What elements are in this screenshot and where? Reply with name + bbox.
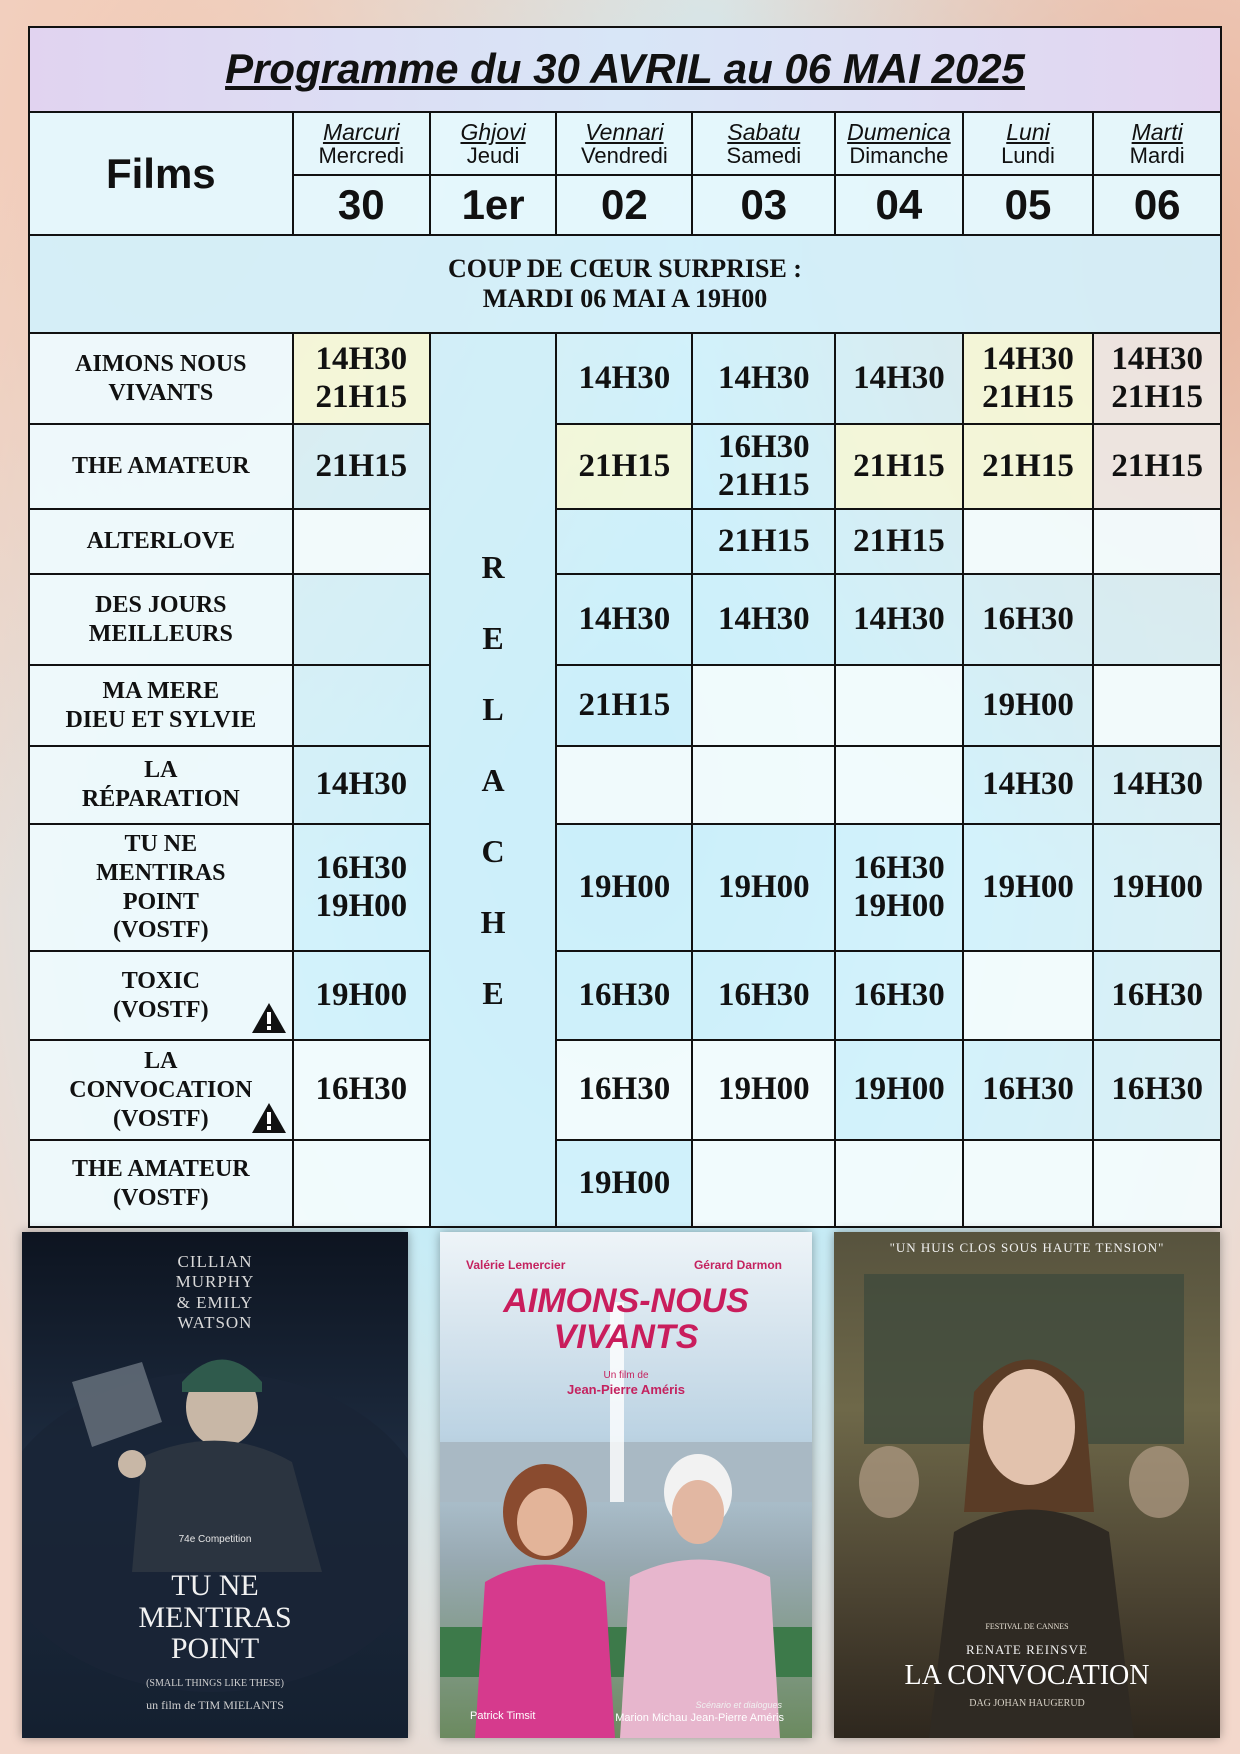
showtime-cell [556, 509, 692, 574]
poster-2-byline: Un film de [603, 1370, 649, 1381]
showtime: 19H00 [1111, 868, 1204, 905]
day-date-1: 1er [430, 175, 556, 236]
poster-2-director: Jean-Pierre Améris [566, 1382, 686, 1397]
showtime-cell [293, 951, 430, 1040]
film-title-cell [29, 746, 293, 824]
film-title-cell [29, 333, 293, 424]
day-header-0 [293, 112, 430, 175]
showtime-cell [963, 1140, 1094, 1227]
banner-line-2: MARDI 06 MAI A 19H00 [482, 284, 768, 314]
showtime: 21H15 [578, 447, 671, 484]
showtime: 21H15 [1111, 378, 1204, 415]
day-french-name: Mardi [1129, 142, 1185, 168]
showtime: 19H00 [315, 887, 408, 924]
showtime: 19H00 [717, 1071, 810, 1108]
day-header-2 [556, 112, 692, 175]
day-french-name: Dimanche [849, 142, 949, 168]
film-title-cell [29, 824, 293, 951]
showtime-cell [293, 1140, 430, 1227]
film-row [29, 509, 1221, 574]
day-date-0: 30 [293, 175, 430, 236]
day-french-name: Vendredi [580, 142, 668, 168]
film-title-line: TU NE [124, 830, 198, 857]
showtime-cell [293, 665, 430, 745]
film-row [29, 1040, 1221, 1140]
poster-2-writers: Marion Michau Jean-Pierre Améris [615, 1712, 784, 1724]
day-date-6: 06 [1093, 175, 1221, 236]
relache-column [430, 333, 556, 1227]
showtime: 16H30 [315, 849, 408, 886]
poster-2-actor-bottom: Patrick Timsit [470, 1710, 536, 1722]
film-title-line: LA [144, 757, 178, 784]
showtime-cell [556, 574, 692, 665]
day-corsican-name: Marcuri [322, 118, 400, 145]
day-header-3 [692, 112, 835, 175]
film-row [29, 951, 1221, 1040]
showtime: 19H00 [853, 887, 945, 924]
showtime-cell [1093, 424, 1221, 509]
day-french-name: Samedi [726, 142, 802, 168]
day-date-2: 02 [556, 175, 692, 236]
showtime-cell [293, 574, 430, 665]
relache-letter: C [481, 832, 505, 869]
showtime: 19H00 [982, 868, 1074, 905]
showtime-cell [1093, 1140, 1221, 1227]
poster-2-title-1: AIMONS-NOUS [503, 1282, 749, 1320]
showtime-cell [692, 1040, 835, 1140]
film-title-cell [29, 951, 293, 1040]
day-date-3: 03 [692, 175, 835, 236]
showtime-cell [963, 333, 1094, 424]
showtime-cell [963, 665, 1094, 745]
day-corsican-name: Vennari [585, 118, 664, 145]
film-row [29, 574, 1221, 665]
showtime: 16H30 [578, 1071, 671, 1108]
poster-1-title-3: POINT [170, 1632, 260, 1665]
showtime: 21H15 [717, 466, 810, 503]
film-row [29, 1140, 1221, 1227]
poster-1-credit-4: WATSON [177, 1313, 253, 1333]
day-header-1 [430, 112, 556, 175]
showtime-cell [556, 333, 692, 424]
showtime-cell [692, 509, 835, 574]
showtime-cell [692, 574, 835, 665]
day-header-4 [835, 112, 962, 175]
showtime-cell [293, 746, 430, 824]
showtime-cell [1093, 951, 1221, 1040]
showtime-cell [963, 424, 1094, 509]
poster-tu-ne-mentiras-point [22, 1232, 408, 1738]
film-title-line: AIMONS NOUS [75, 350, 247, 377]
showtime: 19H00 [853, 1071, 945, 1108]
poster-2-actor-right: Gérard Darmon [693, 1258, 782, 1272]
showtime-cell [692, 824, 835, 951]
showtime: 14H30 [982, 340, 1074, 377]
showtime: 21H15 [578, 686, 671, 723]
showtime-cell [692, 333, 835, 424]
films-header: Films [29, 112, 293, 236]
film-row [29, 665, 1221, 745]
film-title-cell [29, 665, 293, 745]
showtime-cell [963, 951, 1094, 1040]
day-date-5: 05 [963, 175, 1094, 236]
poster-3-festival: FESTIVAL DE CANNES [985, 1622, 1069, 1631]
showtime: 16H30 [982, 1071, 1074, 1108]
day-corsican-name: Luni [1006, 118, 1050, 145]
showtime: 14H30 [578, 359, 671, 396]
showtime-cell [556, 1140, 692, 1227]
showtime-cell [692, 951, 835, 1040]
showtime-cell [963, 746, 1094, 824]
poster-3-title: LA CONVOCATION [904, 1660, 1150, 1691]
film-title-line: MEILLEURS [88, 620, 233, 647]
showtime: 19H00 [578, 1164, 671, 1201]
showtime-cell [692, 665, 835, 745]
poster-1-credit-1: CILLIAN [177, 1252, 253, 1271]
showtime: 19H00 [315, 976, 408, 1013]
showtime: 16H30 [315, 1071, 408, 1108]
film-row [29, 424, 1221, 509]
showtime-cell [835, 746, 962, 824]
film-row [29, 746, 1221, 824]
showtime: 16H30 [1111, 1071, 1204, 1108]
warning-icon [250, 1101, 288, 1135]
showtime: 16H30 [578, 976, 671, 1013]
showtime: 21H15 [982, 378, 1074, 415]
showtime-cell [835, 424, 962, 509]
showtime-cell [556, 424, 692, 509]
poster-1-festival: 74e Competition [178, 1534, 252, 1545]
day-french-name: Jeudi [466, 142, 520, 168]
programme-title: Programme du 30 AVRIL au 06 MAI 2025 [29, 27, 1221, 112]
film-title-line: MA MERE [102, 677, 220, 704]
poster-3-actor: RENATE REINSVE [966, 1642, 1088, 1657]
showtime-cell [1093, 824, 1221, 951]
showtime: 14H30 [853, 600, 945, 637]
poster-3-quote: "UN HUIS CLOS SOUS HAUTE TENSION" [889, 1240, 1165, 1255]
day-corsican-name: Dumenica [847, 118, 951, 145]
showtime: 21H15 [717, 522, 810, 559]
poster-1-title-2: MENTIRAS [138, 1600, 292, 1634]
poster-aimons-nous-vivants [440, 1232, 812, 1738]
day-corsican-name: Sabatu [727, 118, 801, 145]
film-title-line: THE AMATEUR [72, 1155, 250, 1182]
day-french-name: Mercredi [318, 142, 405, 168]
showtime-cell [293, 1040, 430, 1140]
relache-letter: R [481, 548, 505, 585]
film-title-line: CONVOCATION [69, 1076, 253, 1103]
showtime-cell [293, 333, 430, 424]
showtime-cell [556, 1040, 692, 1140]
poster-1-director: un film de TIM MIELANTS [146, 1698, 284, 1712]
showtime-cell [963, 1040, 1094, 1140]
showtime-cell [1093, 333, 1221, 424]
poster-3-director: DAG JOHAN HAUGERUD [969, 1698, 1085, 1709]
poster-1-subtitle: (SMALL THINGS LIKE THESE) [146, 1678, 284, 1689]
relache-letter: H [480, 903, 506, 940]
showtime-cell [1093, 574, 1221, 665]
poster-2-writers-label: Scénario et dialogues [695, 1700, 782, 1710]
showtime-cell [835, 824, 962, 951]
film-title-line: (VOSTF) [113, 917, 209, 944]
film-title-line: MENTIRAS [96, 859, 226, 886]
showtime: 14H30 [717, 359, 810, 396]
film-title-line: (VOSTF) [113, 1105, 209, 1132]
day-header-6 [1093, 112, 1221, 175]
showtime-cell [835, 509, 962, 574]
showtime-cell [1093, 509, 1221, 574]
film-title-line: DES JOURS [95, 592, 227, 618]
film-title-line: (VOSTF) [113, 996, 209, 1023]
film-title-line: TOXIC [121, 967, 200, 994]
showtime-cell [692, 1140, 835, 1227]
showtime: 19H00 [982, 686, 1074, 723]
showtime: 16H30 [853, 976, 945, 1013]
day-date-4: 04 [835, 175, 962, 236]
showtime-cell [835, 665, 962, 745]
showtime-cell [963, 824, 1094, 951]
film-title-cell [29, 1140, 293, 1227]
showtime: 16H30 [717, 428, 810, 465]
showtime: 14H30 [1111, 340, 1204, 377]
showtime-cell [556, 951, 692, 1040]
showtime-cell [835, 1140, 962, 1227]
poster-1-title-1: TU NE [171, 1569, 259, 1602]
banner-line-1: COUP DE CŒUR SURPRISE : [448, 254, 802, 284]
film-row [29, 333, 1221, 424]
film-row [29, 824, 1221, 951]
film-title-line: ALTERLOVE [86, 528, 236, 555]
showtime: 14H30 [717, 600, 810, 637]
showtime-cell [293, 424, 430, 509]
film-title-line: RÉPARATION [81, 785, 240, 812]
showtime: 14H30 [1111, 765, 1204, 802]
film-title-line: (VOSTF) [113, 1184, 209, 1211]
film-title-line: LA [144, 1047, 178, 1074]
showtime-cell [556, 746, 692, 824]
film-title-line: DIEU ET SYLVIE [65, 706, 257, 733]
day-header-5 [963, 112, 1094, 175]
relache-letter: E [482, 974, 504, 1011]
showtime: 14H30 [315, 340, 408, 377]
showtime: 19H00 [717, 868, 810, 905]
film-title-cell [29, 1040, 293, 1140]
showtime-cell [293, 824, 430, 951]
poster-2-actor-left: Valérie Lemercier [466, 1258, 566, 1272]
poster-la-convocation [834, 1232, 1220, 1738]
surprise-banner [29, 235, 1221, 333]
relache-letter: A [481, 761, 505, 798]
showtime: 14H30 [578, 600, 671, 637]
showtime-cell [692, 424, 835, 509]
film-title-line: POINT [122, 888, 199, 915]
warning-icon [250, 1001, 288, 1035]
showtime-cell [835, 333, 962, 424]
showtime: 14H30 [853, 359, 945, 396]
film-title-cell [29, 424, 293, 509]
day-corsican-name: Marti [1131, 118, 1183, 145]
poster-1-credit-3: & EMILY [176, 1292, 254, 1312]
showtime: 14H30 [982, 765, 1074, 802]
showtime-cell [556, 824, 692, 951]
showtime: 21H15 [315, 378, 408, 415]
showtime: 21H15 [853, 522, 945, 559]
day-corsican-name: Ghjovi [460, 118, 526, 145]
film-title-line: THE AMATEUR [72, 453, 250, 480]
showtime-cell [835, 1040, 962, 1140]
showtime: 16H30 [982, 600, 1074, 637]
film-title-cell [29, 574, 293, 665]
film-title-cell [29, 509, 293, 574]
showtime-cell [1093, 665, 1221, 745]
showtime-cell [1093, 1040, 1221, 1140]
showtime-cell [1093, 746, 1221, 824]
showtime: 19H00 [578, 868, 671, 905]
showtime: 21H15 [315, 447, 408, 484]
showtime: 16H30 [1111, 976, 1204, 1013]
showtime: 21H15 [853, 447, 945, 484]
film-title-line: VIVANTS [108, 379, 214, 406]
poster-1-credit-2: MURPHY [175, 1272, 255, 1292]
showtime: 14H30 [315, 765, 408, 802]
schedule-table [28, 26, 1222, 1228]
showtime: 16H30 [717, 976, 810, 1013]
showtime-cell [293, 509, 430, 574]
showtime-cell [963, 574, 1094, 665]
showtime-cell [835, 951, 962, 1040]
showtime-cell [963, 509, 1094, 574]
showtime-cell [835, 574, 962, 665]
showtime-cell [556, 665, 692, 745]
relache-letter: E [482, 619, 504, 656]
day-french-name: Lundi [1001, 142, 1055, 168]
showtime: 21H15 [982, 447, 1074, 484]
showtime: 16H30 [853, 849, 945, 886]
relache-letter: L [482, 690, 504, 727]
poster-2-title-2: VIVANTS [553, 1317, 699, 1356]
showtime-cell [692, 746, 835, 824]
showtime: 21H15 [1111, 447, 1204, 484]
